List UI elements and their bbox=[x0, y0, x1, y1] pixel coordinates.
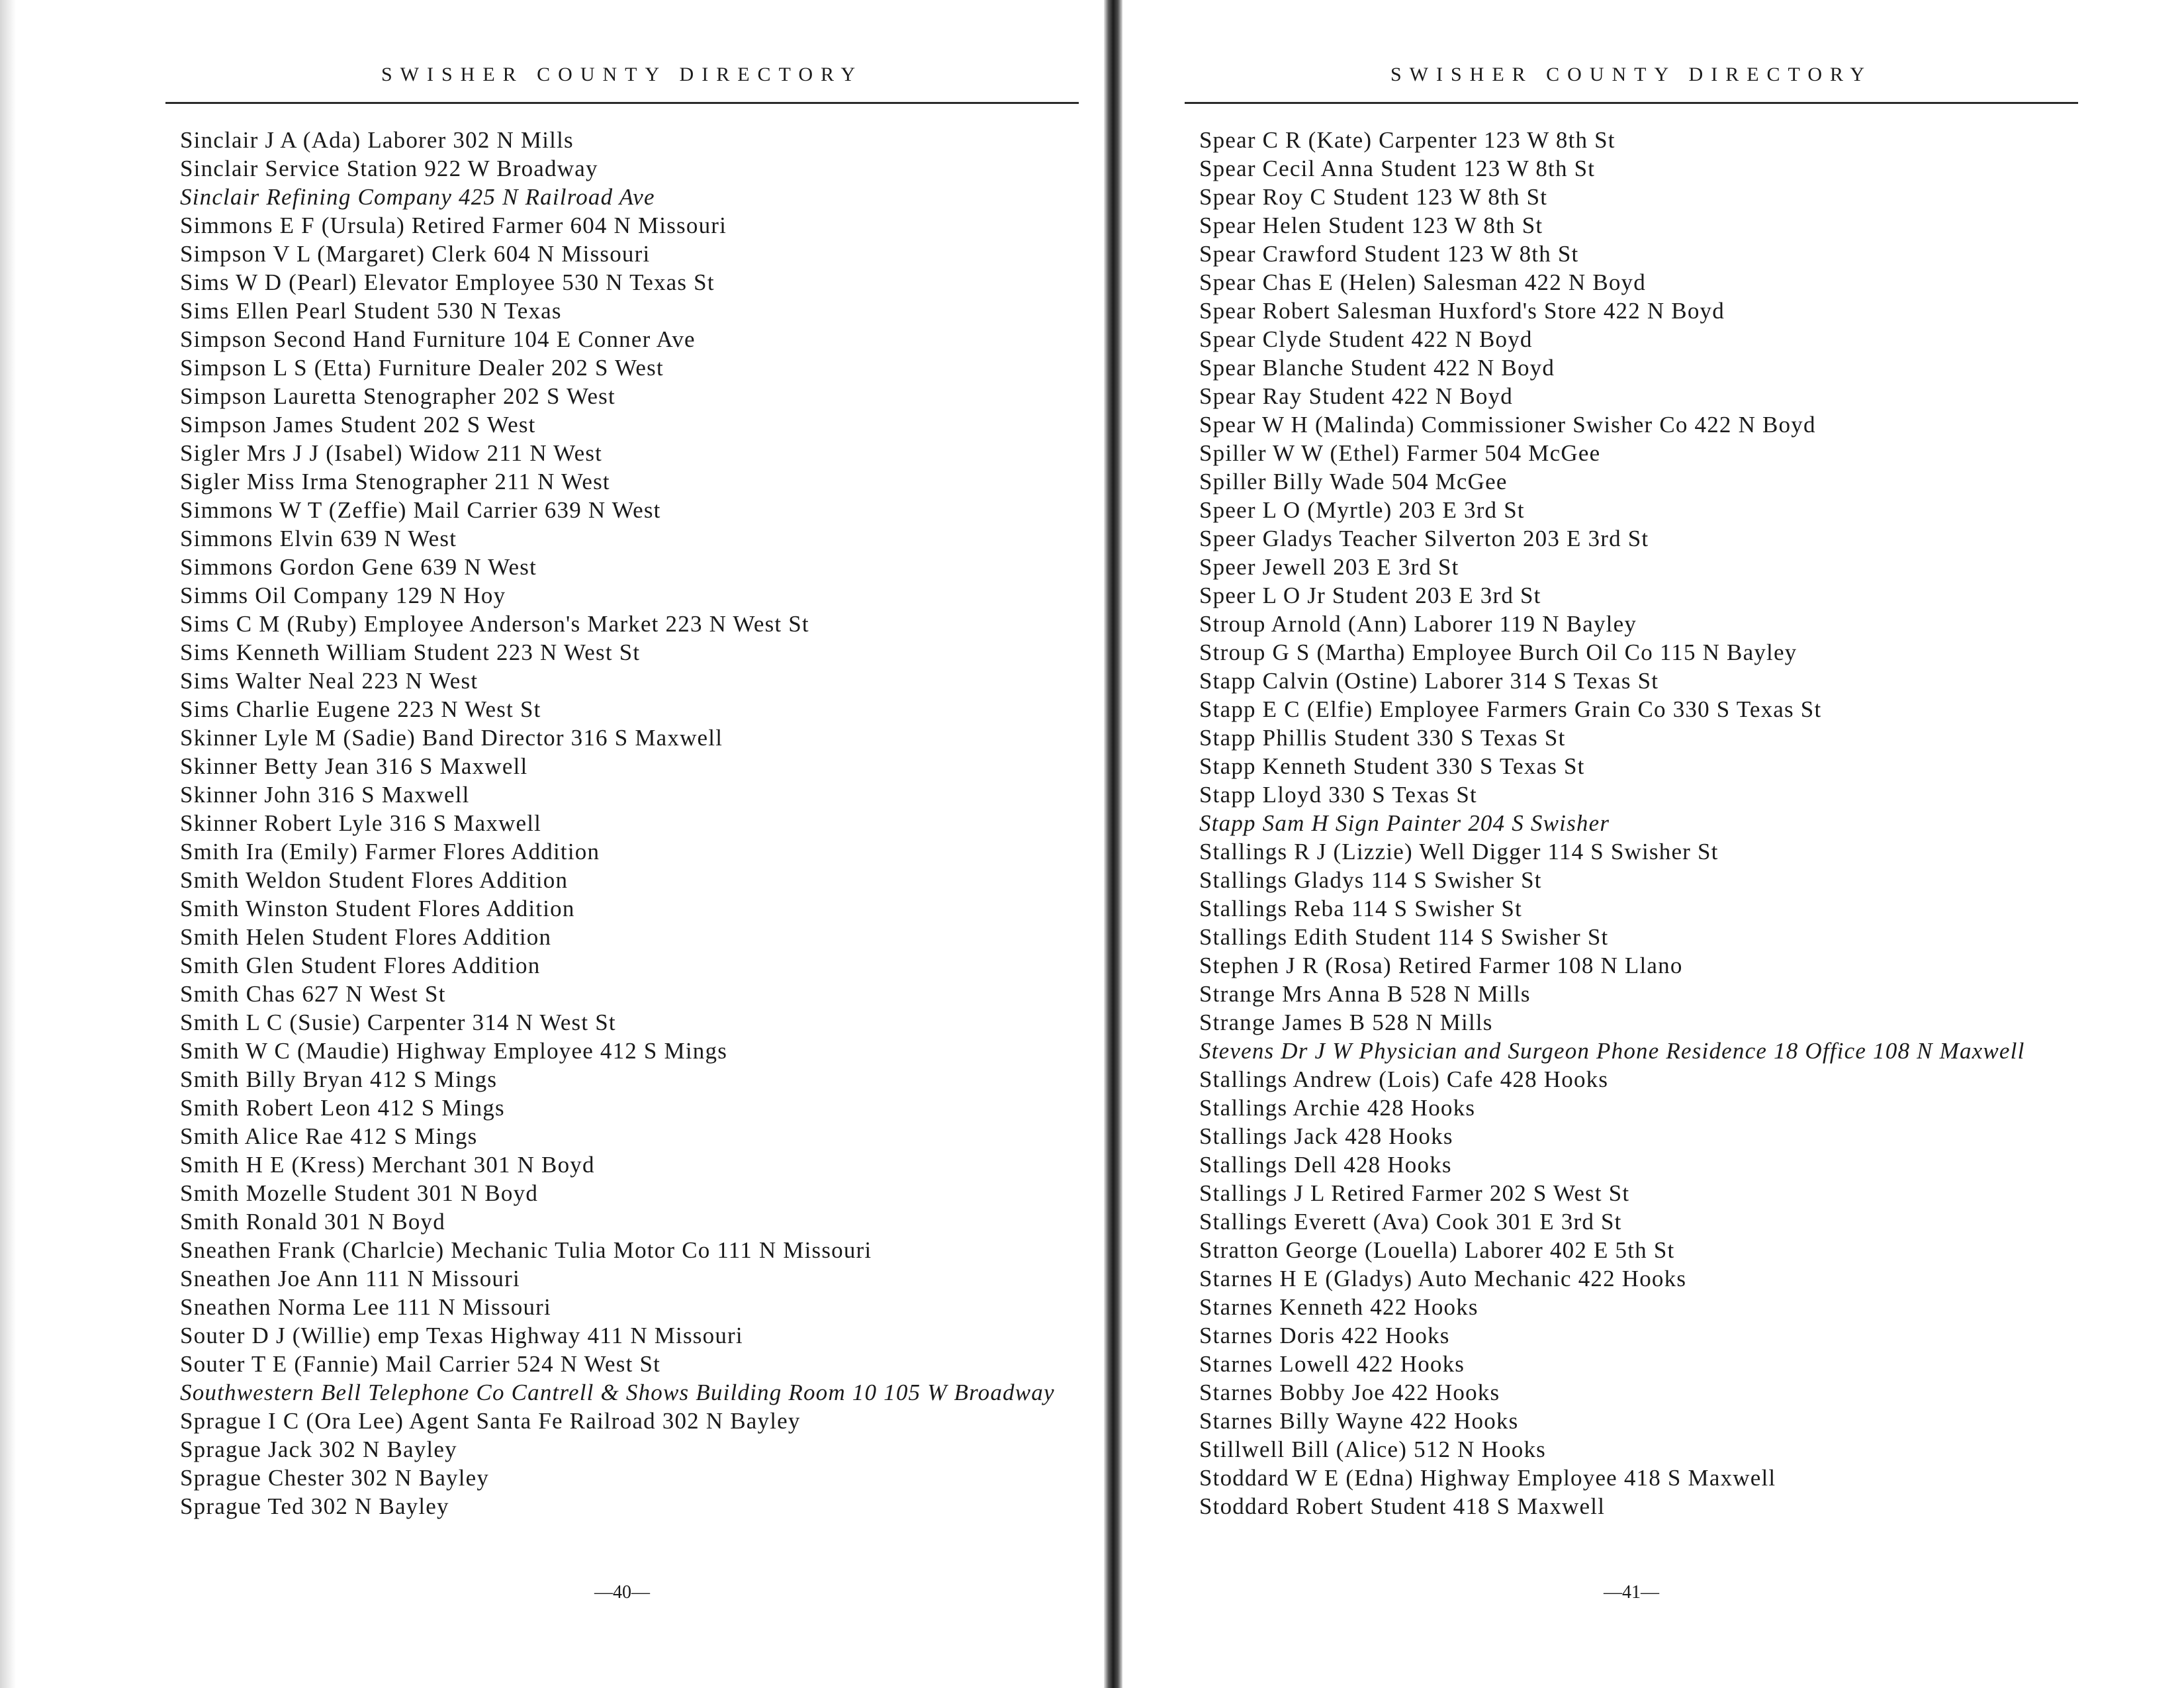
directory-entry: Sinclair Refining Company 425 N Railroad Ave bbox=[180, 184, 655, 210]
directory-entry: Sprague I C (Ora Lee) Agent Santa Fe Railroad 302 N Bayley bbox=[180, 1408, 801, 1434]
directory-entry: Stapp E C (Elfie) Employee Farmers Grain Co 330 S Texas St bbox=[1199, 696, 1822, 722]
directory-entry: Stallings R J (Lizzie) Well Digger 114 S Swisher St bbox=[1199, 839, 1719, 865]
directory-entry: Starnes Doris 422 Hooks bbox=[1199, 1323, 1450, 1348]
directory-entry: Stevens Dr J W Physician and Surgeon Phone Residence 18 Office 108 N Maxwell bbox=[1199, 1038, 2025, 1064]
directory-entry: Smith Alice Rae 412 S Mings bbox=[180, 1123, 478, 1149]
entry-list bbox=[1199, 126, 2078, 1521]
directory-entry: Southwestern Bell Telephone Co Cantrell & Shows Building Room 10 105 W Broadway bbox=[180, 1380, 1055, 1405]
directory-entry: Spear Crawford Student 123 W 8th St bbox=[1199, 241, 1579, 267]
directory-entry: Spear Cecil Anna Student 123 W 8th St bbox=[1199, 156, 1596, 181]
page-number: —41— bbox=[1604, 1582, 1659, 1603]
directory-entry: Stallings Andrew (Lois) Cafe 428 Hooks bbox=[1199, 1066, 1609, 1092]
directory-entry: Stallings Gladys 114 S Swisher St bbox=[1199, 867, 1542, 893]
directory-entry: Stoddard Robert Student 418 S Maxwell bbox=[1199, 1493, 1606, 1519]
directory-entry: Stroup Arnold (Ann) Laborer 119 N Bayley bbox=[1199, 611, 1637, 637]
directory-entry: Stoddard W E (Edna) Highway Employee 418 S Maxwell bbox=[1199, 1465, 1776, 1491]
page-edge-shadow bbox=[0, 0, 16, 1688]
directory-entry: Sneathen Norma Lee 111 N Missouri bbox=[180, 1294, 551, 1320]
directory-entry: Sinclair J A (Ada) Laborer 302 N Mills bbox=[180, 127, 574, 153]
directory-entry: Spear Helen Student 123 W 8th St bbox=[1199, 212, 1543, 238]
directory-entry: Simpson V L (Margaret) Clerk 604 N Missouri bbox=[180, 241, 651, 267]
directory-entry: Skinner Lyle M (Sadie) Band Director 316 S Maxwell bbox=[180, 725, 723, 751]
directory-entry: Speer L O (Myrtle) 203 E 3rd St bbox=[1199, 497, 1525, 523]
directory-entry: Starnes Bobby Joe 422 Hooks bbox=[1199, 1380, 1500, 1405]
directory-entry: Sprague Jack 302 N Bayley bbox=[180, 1436, 457, 1462]
header-rule bbox=[165, 102, 1079, 104]
page-number: —40— bbox=[594, 1582, 650, 1603]
directory-entry: Skinner Robert Lyle 316 S Maxwell bbox=[180, 810, 542, 836]
directory-entry: Stapp Lloyd 330 S Texas St bbox=[1199, 782, 1477, 808]
directory-entry: Speer Gladys Teacher Silverton 203 E 3rd St bbox=[1199, 526, 1649, 551]
directory-entry: Skinner Betty Jean 316 S Maxwell bbox=[180, 753, 528, 779]
directory-entry: Strange Mrs Anna B 528 N Mills bbox=[1199, 981, 1531, 1007]
directory-entry: Sims Kenneth William Student 223 N West St bbox=[180, 639, 641, 665]
directory-entry: Starnes Kenneth 422 Hooks bbox=[1199, 1294, 1479, 1320]
directory-entry: Smith Helen Student Flores Addition bbox=[180, 924, 552, 950]
directory-entry: Sims Ellen Pearl Student 530 N Texas bbox=[180, 298, 562, 324]
directory-entry: Sigler Mrs J J (Isabel) Widow 211 N West bbox=[180, 440, 603, 466]
directory-entry: Stallings J L Retired Farmer 202 S West St bbox=[1199, 1180, 1630, 1206]
directory-entry: Stallings Jack 428 Hooks bbox=[1199, 1123, 1453, 1149]
directory-entry: Spear W H (Malinda) Commissioner Swisher Co 422 N Boyd bbox=[1199, 412, 1816, 438]
directory-entry: Simpson James Student 202 S West bbox=[180, 412, 536, 438]
directory-entry: Simms Oil Company 129 N Hoy bbox=[180, 583, 506, 608]
directory-entry: Simpson Lauretta Stenographer 202 S West bbox=[180, 383, 615, 409]
directory-entry: Spear Clyde Student 422 N Boyd bbox=[1199, 326, 1533, 352]
directory-entry: Simmons Gordon Gene 639 N West bbox=[180, 554, 537, 580]
directory-entry: Sprague Chester 302 N Bayley bbox=[180, 1465, 490, 1491]
directory-entry: Sneathen Joe Ann 111 N Missouri bbox=[180, 1266, 520, 1291]
directory-entry: Simpson L S (Etta) Furniture Dealer 202 S West bbox=[180, 355, 664, 381]
directory-entry: Simmons W T (Zeffie) Mail Carrier 639 N West bbox=[180, 497, 661, 523]
directory-entry: Smith Chas 627 N West St bbox=[180, 981, 446, 1007]
left-page bbox=[165, 0, 1079, 1688]
book-gutter bbox=[1104, 0, 1122, 1688]
directory-entry: Smith Winston Student Flores Addition bbox=[180, 896, 575, 921]
page-header: SWISHER COUNTY DIRECTORY bbox=[1390, 64, 1873, 85]
directory-entry: Stallings Dell 428 Hooks bbox=[1199, 1152, 1452, 1178]
directory-entry: Starnes Lowell 422 Hooks bbox=[1199, 1351, 1465, 1377]
directory-entry: Sigler Miss Irma Stenographer 211 N West bbox=[180, 469, 610, 494]
directory-entry: Speer L O Jr Student 203 E 3rd St bbox=[1199, 583, 1541, 608]
directory-entry: Smith Glen Student Flores Addition bbox=[180, 953, 541, 978]
directory-entry: Simmons E F (Ursula) Retired Farmer 604 N Missouri bbox=[180, 212, 727, 238]
directory-entry: Starnes Billy Wayne 422 Hooks bbox=[1199, 1408, 1519, 1434]
directory-entry: Sims Walter Neal 223 N West bbox=[180, 668, 478, 694]
directory-entry: Stallings Edith Student 114 S Swisher St bbox=[1199, 924, 1609, 950]
directory-entry: Skinner John 316 S Maxwell bbox=[180, 782, 470, 808]
directory-entry: Simpson Second Hand Furniture 104 E Conner Ave bbox=[180, 326, 696, 352]
directory-entry: Smith L C (Susie) Carpenter 314 N West St bbox=[180, 1009, 616, 1035]
directory-entry: Stapp Sam H Sign Painter 204 S Swisher bbox=[1199, 810, 1610, 836]
directory-entry: Stallings Everett (Ava) Cook 301 E 3rd St bbox=[1199, 1209, 1622, 1235]
directory-entry: Stroup G S (Martha) Employee Burch Oil Co 115 N Bayley bbox=[1199, 639, 1797, 665]
directory-entry: Stapp Calvin (Ostine) Laborer 314 S Texas St bbox=[1199, 668, 1659, 694]
directory-entry: Spiller Billy Wade 504 McGee bbox=[1199, 469, 1508, 494]
directory-entry: Smith Robert Leon 412 S Mings bbox=[180, 1095, 505, 1121]
directory-entry: Sims W D (Pearl) Elevator Employee 530 N Texas St bbox=[180, 269, 715, 295]
directory-entry: Smith W C (Maudie) Highway Employee 412 S Mings bbox=[180, 1038, 728, 1064]
right-page bbox=[1185, 0, 2078, 1688]
directory-entry: Spear Chas E (Helen) Salesman 422 N Boyd bbox=[1199, 269, 1646, 295]
directory-entry: Smith Mozelle Student 301 N Boyd bbox=[180, 1180, 539, 1206]
directory-entry: Starnes H E (Gladys) Auto Mechanic 422 Hooks bbox=[1199, 1266, 1687, 1291]
directory-entry: Smith Weldon Student Flores Addition bbox=[180, 867, 569, 893]
directory-entry: Stephen J R (Rosa) Retired Farmer 108 N Llano bbox=[1199, 953, 1683, 978]
directory-entry: Spear Robert Salesman Huxford's Store 422 N Boyd bbox=[1199, 298, 1725, 324]
directory-entry: Smith Billy Bryan 412 S Mings bbox=[180, 1066, 498, 1092]
directory-entry: Sims Charlie Eugene 223 N West St bbox=[180, 696, 541, 722]
directory-entry: Spear Roy C Student 123 W 8th St bbox=[1199, 184, 1548, 210]
directory-entry: Simmons Elvin 639 N West bbox=[180, 526, 457, 551]
directory-entry: Stapp Kenneth Student 330 S Texas St bbox=[1199, 753, 1585, 779]
directory-entry: Smith Ira (Emily) Farmer Flores Addition bbox=[180, 839, 600, 865]
directory-entry: Spear C R (Kate) Carpenter 123 W 8th St bbox=[1199, 127, 1615, 153]
directory-entry: Stallings Archie 428 Hooks bbox=[1199, 1095, 1476, 1121]
entry-list bbox=[180, 126, 1079, 1521]
directory-entry: Souter T E (Fannie) Mail Carrier 524 N West St bbox=[180, 1351, 661, 1377]
directory-entry: Sims C M (Ruby) Employee Anderson's Market 223 N West St bbox=[180, 611, 809, 637]
directory-entry: Souter D J (Willie) emp Texas Highway 411 N Missouri bbox=[180, 1323, 743, 1348]
directory-entry: Stratton George (Louella) Laborer 402 E 5th St bbox=[1199, 1237, 1675, 1263]
header-rule bbox=[1185, 102, 2078, 104]
directory-entry: Sinclair Service Station 922 W Broadway bbox=[180, 156, 598, 181]
directory-entry: Spear Ray Student 422 N Boyd bbox=[1199, 383, 1513, 409]
directory-entry: Spear Blanche Student 422 N Boyd bbox=[1199, 355, 1555, 381]
directory-entry: Speer Jewell 203 E 3rd St bbox=[1199, 554, 1459, 580]
directory-entry: Strange James B 528 N Mills bbox=[1199, 1009, 1493, 1035]
directory-entry: Sneathen Frank (Charlcie) Mechanic Tulia Motor Co 111 N Missouri bbox=[180, 1237, 872, 1263]
directory-entry: Stallings Reba 114 S Swisher St bbox=[1199, 896, 1523, 921]
page-header: SWISHER COUNTY DIRECTORY bbox=[381, 64, 864, 85]
directory-entry: Spiller W W (Ethel) Farmer 504 McGee bbox=[1199, 440, 1601, 466]
directory-entry: Smith Ronald 301 N Boyd bbox=[180, 1209, 445, 1235]
directory-entry: Sprague Ted 302 N Bayley bbox=[180, 1493, 449, 1519]
directory-entry: Smith H E (Kress) Merchant 301 N Boyd bbox=[180, 1152, 595, 1178]
directory-entry: Stapp Phillis Student 330 S Texas St bbox=[1199, 725, 1566, 751]
directory-entry: Stillwell Bill (Alice) 512 N Hooks bbox=[1199, 1436, 1546, 1462]
